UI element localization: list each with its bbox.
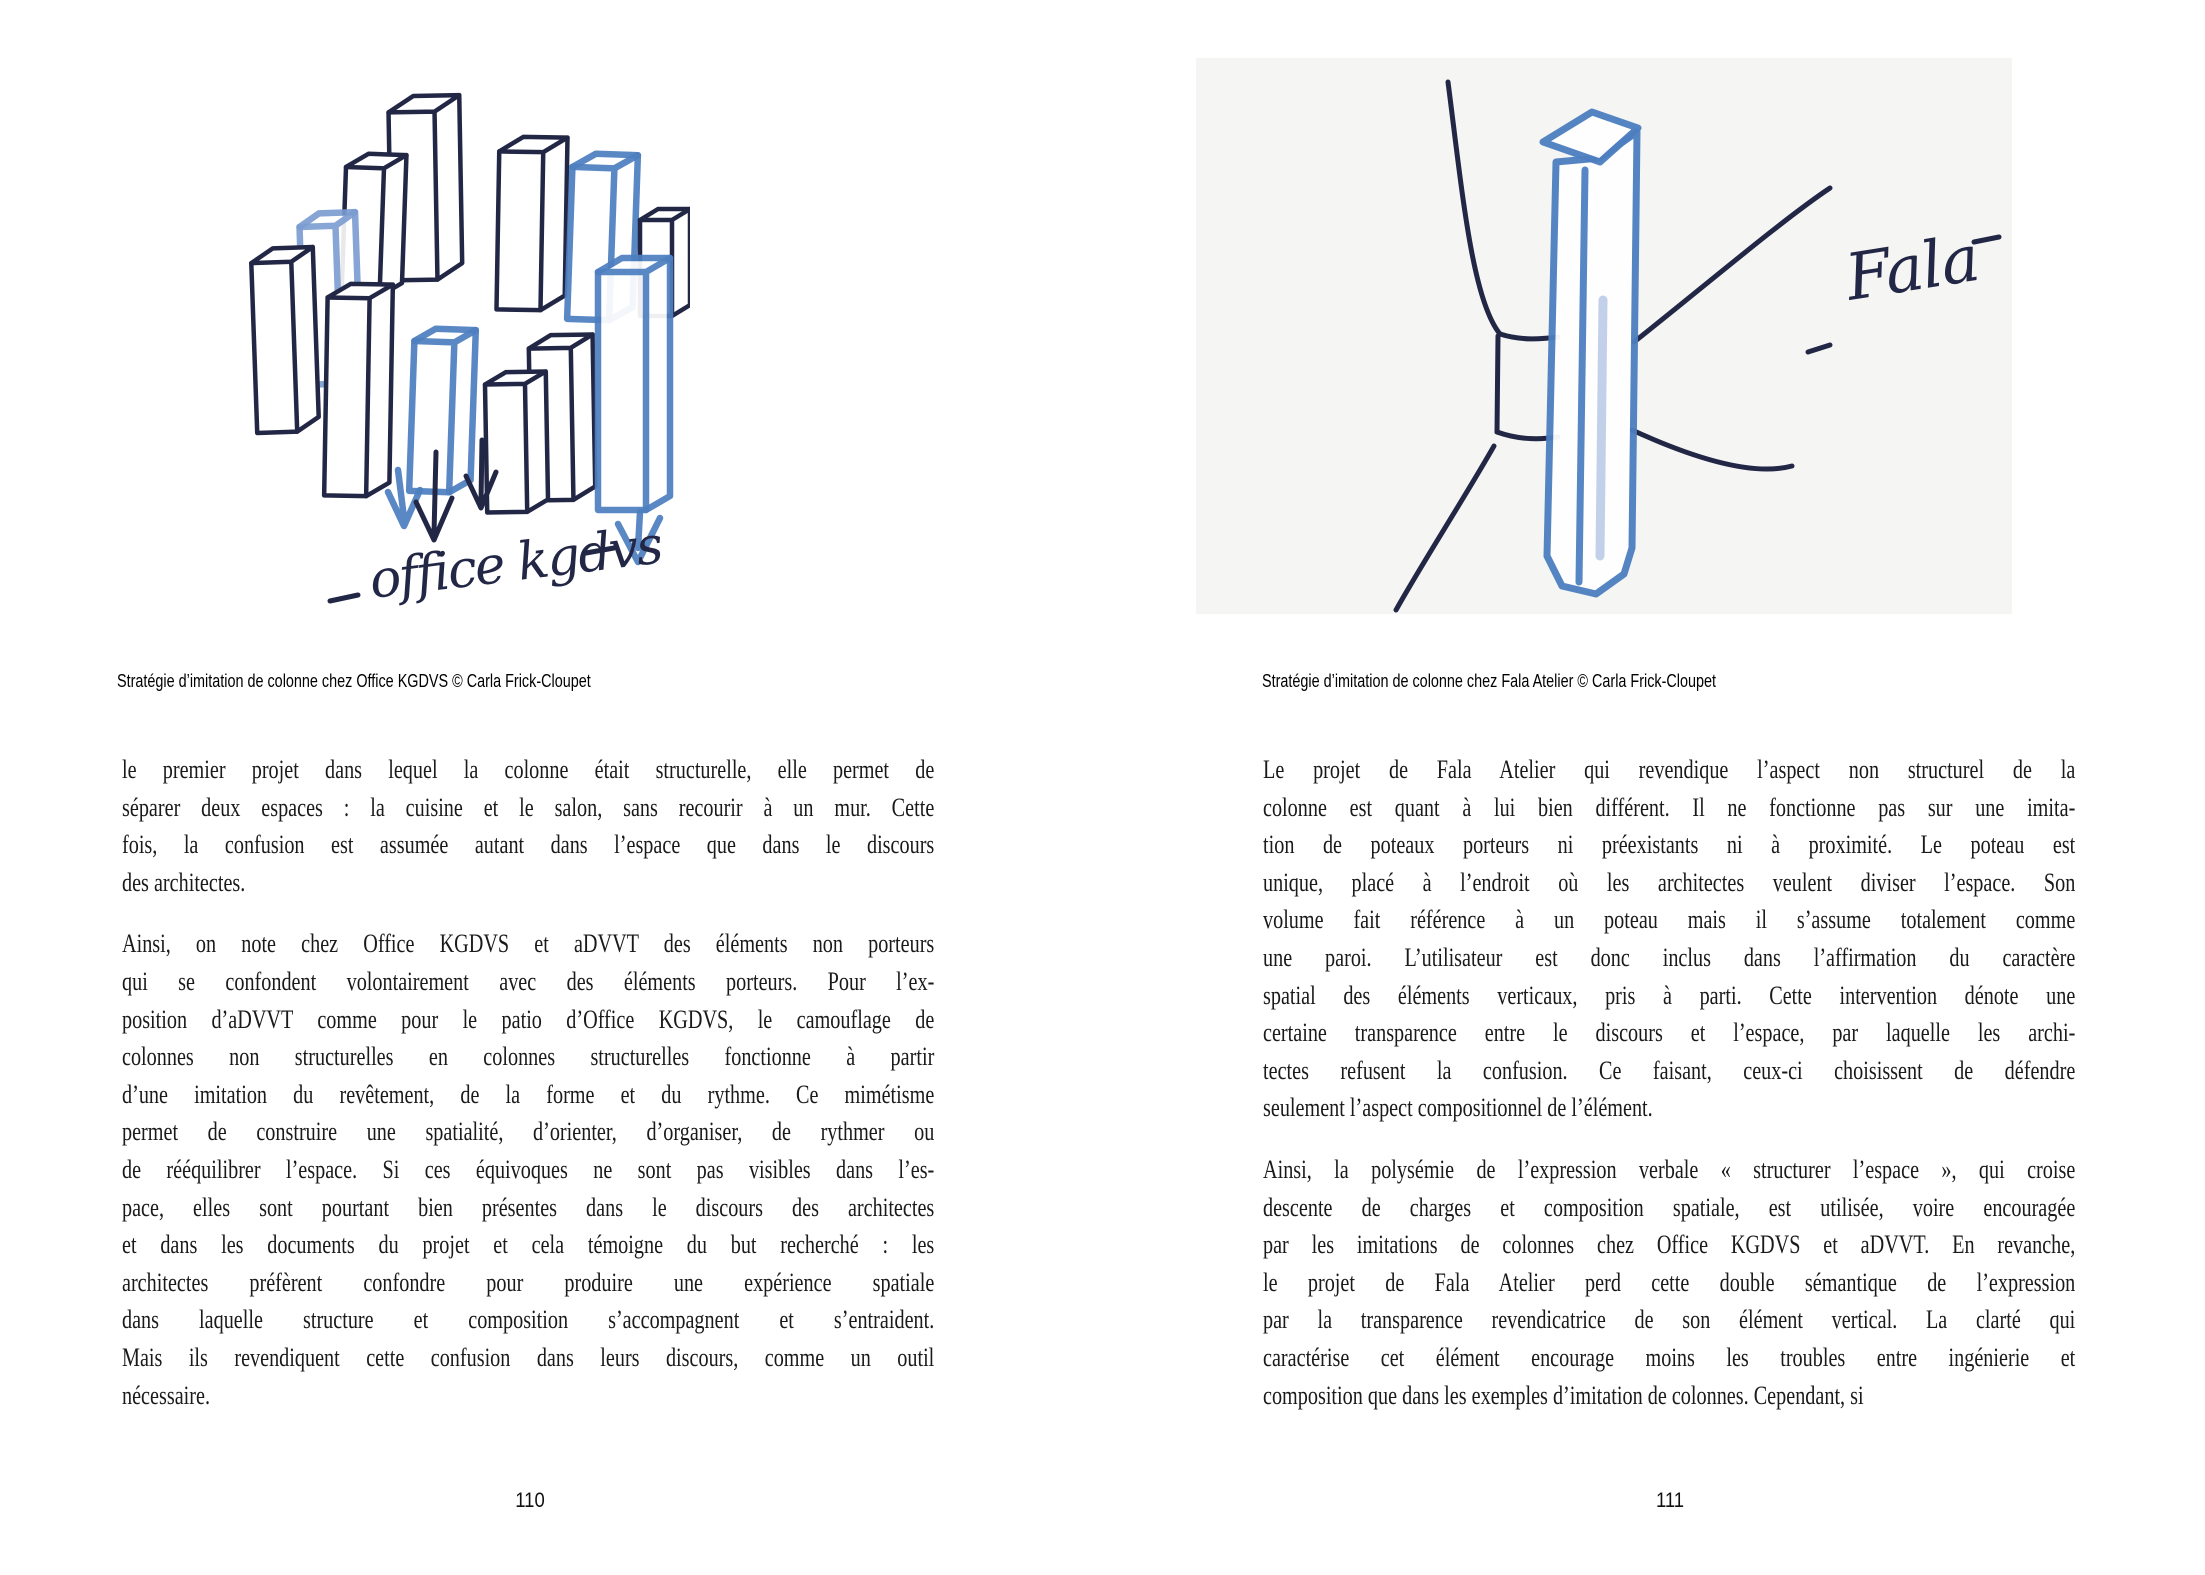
text-line: architectes préfèrent confondre pour produire une expérience spatiale [122, 1266, 935, 1297]
figure-caption-right [1262, 671, 1716, 692]
sketch-office-kgdvs-columns [90, 40, 690, 650]
text-line: colonnes non structurelles en colonnes structurelles fonctionne à partir [122, 1041, 935, 1072]
handwritten-fala-signature: Fala [1840, 221, 1984, 316]
text-line: Ainsi, on note chez Office KGDVS et aDVVT des éléments non porteurs [122, 928, 935, 959]
text-line: le projet de Fala Atelier perd cette double sémantique de l’expression [1263, 1266, 2076, 1297]
blue-column-sketch [1543, 112, 1638, 594]
text-line: position d’aDVVT comme pour le patio d’Office KGDVS, le camouflage de [122, 1003, 935, 1034]
paragraph [1263, 751, 2075, 1127]
column-sketch-shape [324, 283, 393, 496]
text-line: volume fait référence à un poteau mais il s’assume totalement comme [1263, 904, 2076, 935]
caption-text: Stratégie d’imitation de colonne chez Office KGDVS © Carla Frick-Cloupet [117, 671, 591, 691]
text-line: tion de poteaux porteurs ni préexistants ni à proximité. Le poteau est [1263, 829, 2076, 860]
text-line: qui se confondent volontairement avec des éléments porteurs. Pour l’ex- [122, 965, 935, 996]
text-line: et dans les documents du projet et cela témoigne du but recherché : les [122, 1229, 935, 1260]
text-line: le premier projet dans lequel la colonne était structurelle, elle permet de [122, 754, 935, 784]
text-line: permet de construire une spatialité, d’orienter, d’organiser, de rythmer ou [122, 1116, 935, 1147]
text-line: par la transparence revendicatrice de son élément vertical. La clarté qui [1263, 1304, 2076, 1335]
paragraph [122, 751, 934, 901]
text-line: colonne est quant à lui bien différent. Il ne fonctionne pas sur une imita- [1263, 791, 2076, 822]
text-line: séparer deux espaces : la cuisine et le salon, sans recourir à un mur. Cette [122, 791, 935, 822]
column-sketch-shape-blue [598, 258, 670, 510]
page-number-right: 111 [1655, 1489, 1685, 1512]
text-line: caractérise cet élément encourage moins les troubles entre ingénierie et [1263, 1341, 2076, 1372]
signature-dash [330, 595, 358, 601]
text-line: unique, placé à l’endroit où les architectes veulent diviser l’espace. Son [1263, 866, 2076, 897]
text-line: seulement l’aspect compositionnel de l’élément. [1263, 1092, 1653, 1123]
text-line: nécessaire. [122, 1379, 211, 1410]
body-text-right [1263, 751, 2075, 1438]
text-line: des architectes. [122, 866, 246, 897]
page-number-left: 110 [515, 1489, 545, 1512]
text-line: descente de charges et composition spatiale, est utilisée, voire encouragée [1263, 1191, 2076, 1222]
text-line: de rééquilibrer l’espace. Si ces équivoques ne sont pas visibles dans l’es- [122, 1153, 935, 1184]
text-line: fois, la confusion est assumée autant dans l’espace que dans le discours [122, 829, 935, 860]
text-line: composition que dans les exemples d’imitation de colonnes. Cependant, si [1263, 1379, 1864, 1410]
text-line: d’une imitation du revêtement, de la forme et du rythme. Ce mimétisme [122, 1078, 935, 1109]
paragraph [122, 925, 934, 1414]
column-sketch-shape [496, 136, 567, 310]
text-line: dans laquelle structure et composition s’accompagnent et s’entraident. [122, 1304, 935, 1335]
column-sketch-shape [251, 247, 319, 433]
body-text-left [122, 751, 934, 1438]
text-line: spatial des éléments verticaux, pris à parti. Cette intervention dénote une [1263, 979, 2076, 1010]
handwritten-office-kgdvs-signature: office kgdvs [366, 515, 665, 611]
text-line: Mais ils revendiquent cette confusion dans leurs discours, comme un outil [122, 1341, 935, 1372]
text-line: Ainsi, la polysémie de l’expression verbale « structurer l’espace », qui croise [1263, 1153, 2076, 1184]
text-line: certaine transparence entre le discours et l’espace, par laquelle les archi- [1263, 1017, 2076, 1048]
figure-caption-left [117, 671, 591, 692]
column-sketch-shape [485, 371, 548, 512]
text-line: tectes refusent la confusion. Ce faisant, ceux-ci choisissent de défendre [1263, 1054, 2076, 1085]
paragraph [1263, 1151, 2075, 1414]
text-line: pace, elles sont pourtant bien présentes dans le discours des architectes [122, 1191, 935, 1222]
text-line: par les imitations de colonnes chez Office KGDVS et aDVVT. En revanche, [1263, 1229, 2076, 1260]
caption-text: Stratégie d’imitation de colonne chez Fala Atelier © Carla Frick-Cloupet [1262, 671, 1717, 691]
sketch-fala-atelier-column [1196, 58, 2012, 614]
text-line: Le projet de Fala Atelier qui revendique l’aspect non structurel de la [1263, 754, 2076, 784]
column-sketch-shape-blue [409, 328, 476, 493]
text-line: une paroi. L’utilisateur est donc inclus dans l’affirmation du caractère [1263, 941, 2076, 972]
